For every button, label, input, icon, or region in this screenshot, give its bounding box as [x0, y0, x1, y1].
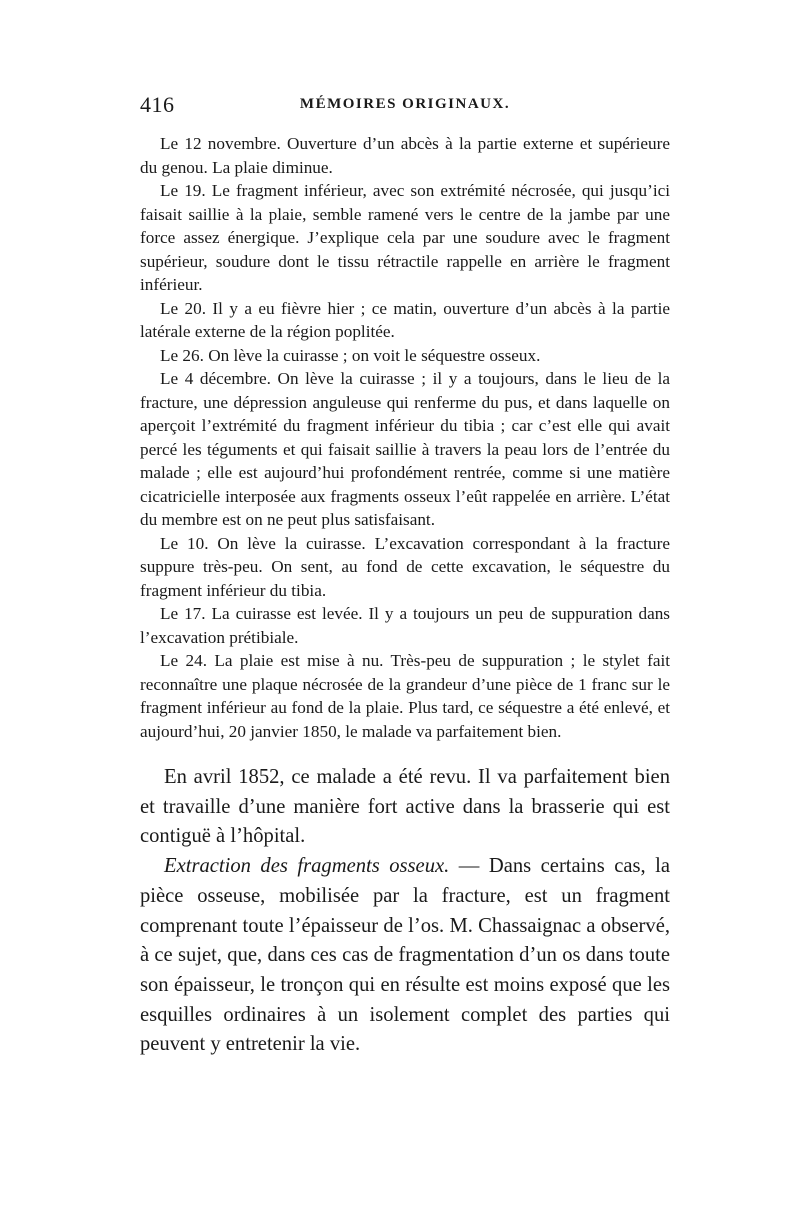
running-title: MÉMOIRES ORIGINAUX. — [299, 96, 511, 112]
followup-paragraph: En avril 1852, ce malade a été revu. Il va parfaitement bien et travaille d’une manière fort active dans la brasserie qui est contiguë à l’hôpital. — [140, 766, 670, 848]
running-head — [140, 92, 670, 132]
journal-entry-nov-20: Le 20. Il y a eu fièvre hier ; ce matin, ouverture d’un abcès à la partie latérale externe de la région poplitée. — [140, 298, 670, 341]
extraction-heading: Extraction des fragments osseux. — [164, 855, 450, 878]
journal-entry-nov-19: Le 19. Le fragment inférieur, avec son extrémité nécrosée, qui jusqu’ici faisait saillie à la plaie, semble ramené vers le centre de la jambe par une force assez énergique. J’explique cela par une soudure avec le fragment supérieur, soudure dont le tissu rétractile rappelle en arrière le fragment inférieur. — [140, 181, 670, 294]
journal-entry-nov-26: Le 26. On lève la cuirasse ; on voit le séquestre osseux. — [160, 345, 541, 365]
journal-entry-nov-12: Le 12 novembre. Ouverture d’un abcès à la partie externe et supérieure du genou. La plaie diminue. — [140, 134, 670, 177]
journal-entry-dec-17: Le 17. La cuirasse est levée. Il y a toujours un peu de suppuration dans l’excavation prétibiale. — [140, 604, 670, 647]
extraction-paragraph — [140, 852, 670, 1060]
journal-entry-dec-10: Le 10. On lève la cuirasse. L’excavation correspondant à la fracture suppure très-peu. On sent, au fond de cette excavation, le séquestre du fragment inférieur du tibia. — [140, 533, 670, 600]
book-page — [140, 92, 670, 1060]
main-text — [140, 763, 670, 1060]
journal-entry-dec-4: Le 4 décembre. On lève la cuirasse ; il y a toujours, dans le lieu de la fracture, une dépression anguleuse qui renferme du pus, et dans laquelle on aperçoit l’extrémité du fragment inférieur du tibia ; car c’est elle qui avait percé les téguments et qui faisait saillie à travers la peau lors de l’entrée du malade ; elle est aujourd’hui profondément rentrée, comme si une matière cicatricielle interposée aux fragments osseux l’eût rappelée en arrière. L’état du membre est on ne peut plus satisfaisant. — [140, 369, 670, 529]
journal-entry-dec-24: Le 24. La plaie est mise à nu. Très-peu de suppuration ; le stylet fait reconnaître une plaque nécrosée de la grandeur d’une pièce de 1 franc sur le fragment inférieur au fond de la plaie. Plus tard, ce séquestre a été enlevé, et aujourd’hui, 20 janvier 1850, le malade va parfaitement bien. — [140, 651, 670, 741]
page-number: 416 — [140, 92, 175, 117]
extraction-text: — Dans certains cas, la pièce osseuse, mobilisée par la fracture, est un fragment comprenant toute l’épaisseur de l’os. M. Chassaignac a observé, à ce sujet, que, dans ces cas de fragmentation d’un os dans toute son épaisseur, le tronçon qui en résulte est moins exposé que les esquilles ordinaires à un isolement complet des parties qui peuvent y entretenir la vie. — [140, 855, 670, 1056]
case-journal — [140, 132, 670, 743]
